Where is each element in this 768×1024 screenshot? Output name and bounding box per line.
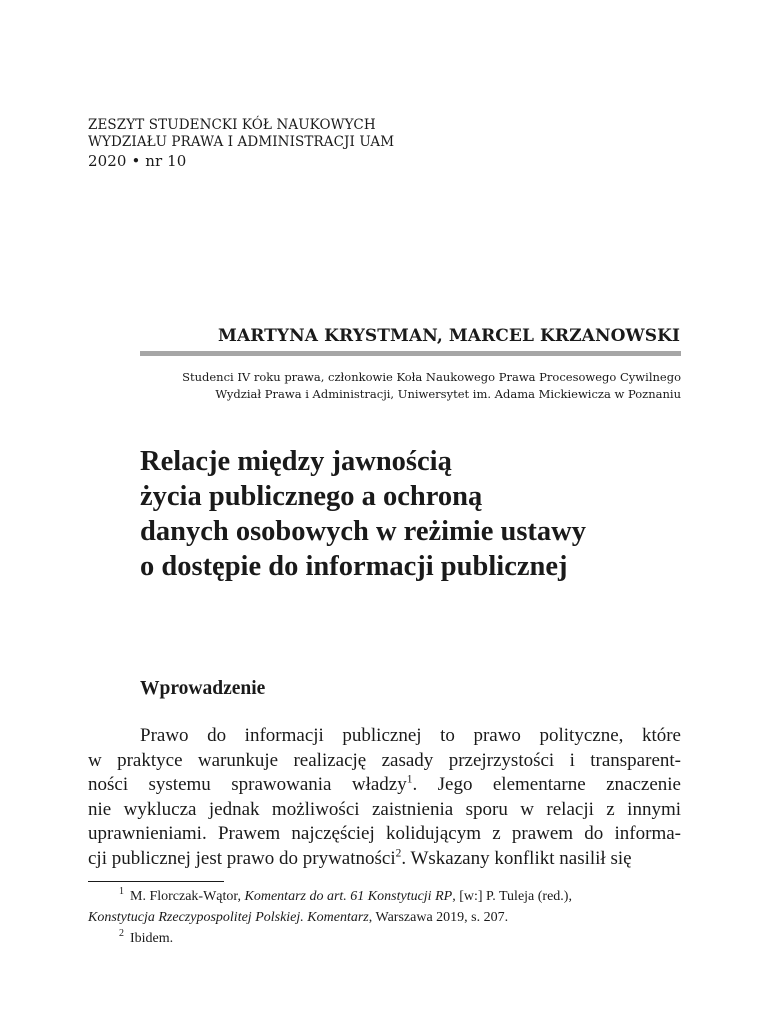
- footnote-ref[interactable]: 1: [406, 773, 413, 786]
- body-line: [88, 798, 681, 823]
- footnote-ref[interactable]: 2: [395, 847, 402, 860]
- body-text: ności systemu sprawowania władzy: [88, 774, 407, 795]
- body-line: [88, 749, 681, 774]
- body-line: [88, 773, 681, 798]
- body-text: nie wyklucza jednak możliwości zaistnienia sporu w relacji z innymi: [88, 798, 681, 820]
- article-title: [140, 444, 700, 584]
- title-line: Relacje między jawnością: [140, 446, 452, 477]
- body-line: [88, 724, 681, 749]
- footnote-text: Ibidem.: [130, 931, 174, 946]
- footnote-work: Konstytucja Rzeczypospolitej Polskiej. Komentarz: [88, 910, 369, 925]
- authors-divider: [140, 351, 681, 356]
- footnote-text: , Warszawa 2019, s. 207.: [368, 910, 509, 925]
- footnote-number: 2: [119, 928, 124, 940]
- affiliation-line-1: Studenci IV roku prawa, członkowie Koła Naukowego Prawa Procesowego Cywilnego: [182, 370, 681, 384]
- authors: MARTYNA KRYSTMAN, MARCEL KRZANOWSKI: [218, 326, 680, 346]
- footnote-number: 1: [119, 886, 124, 898]
- body-text: Prawo do informacji publicznej to prawo polityczne, które: [140, 725, 681, 746]
- footnotes: [88, 886, 681, 949]
- title-line: życia publicznego a ochroną: [140, 481, 483, 512]
- body-line: [88, 847, 681, 872]
- title-line: danych osobowych w reżimie ustawy: [140, 516, 586, 547]
- section-heading: Wprowadzenie: [140, 678, 266, 699]
- footnote-author: M. Florczak-Wątor,: [130, 889, 245, 904]
- body-text: . Wskazany konflikt nasilił się: [401, 847, 632, 869]
- body-paragraph: [88, 724, 681, 871]
- journal-name-line-1: ZESZYT STUDENCKI KÓŁ NAUKOWYCH: [88, 117, 376, 133]
- journal-header: [88, 117, 394, 171]
- body-text: . Jego elementarne znaczenie: [412, 774, 681, 795]
- affiliation-line-2: Wydział Prawa i Administracji, Uniwersytet im. Adama Mickiewicza w Poznaniu: [215, 387, 681, 401]
- body-line: [88, 822, 681, 847]
- footnote-work: Komentarz do art. 61 Konstytucji RP: [244, 889, 453, 904]
- footnote-1: [88, 886, 681, 907]
- title-line: o dostępie do informacji publicznej: [140, 551, 568, 582]
- footnote-divider: [88, 881, 224, 882]
- journal-issue: 2020 • nr 10: [88, 152, 187, 170]
- body-text: uprawnieniami. Prawem najczęściej kolidującym z prawem do informa-: [88, 823, 681, 844]
- footnote-2: [88, 928, 681, 949]
- footnote-1-continued: [88, 907, 681, 928]
- affiliation: [140, 369, 681, 403]
- body-text: w praktyce warunkuje realizację zasady przejrzystości i transparent-: [88, 749, 681, 771]
- footnote-text: , [w:] P. Tuleja (red.),: [452, 889, 572, 904]
- body-text: cji publicznej jest prawo do prywatności: [88, 847, 396, 869]
- journal-name-line-2: WYDZIAŁU PRAWA I ADMINISTRACJI UAM: [88, 134, 395, 150]
